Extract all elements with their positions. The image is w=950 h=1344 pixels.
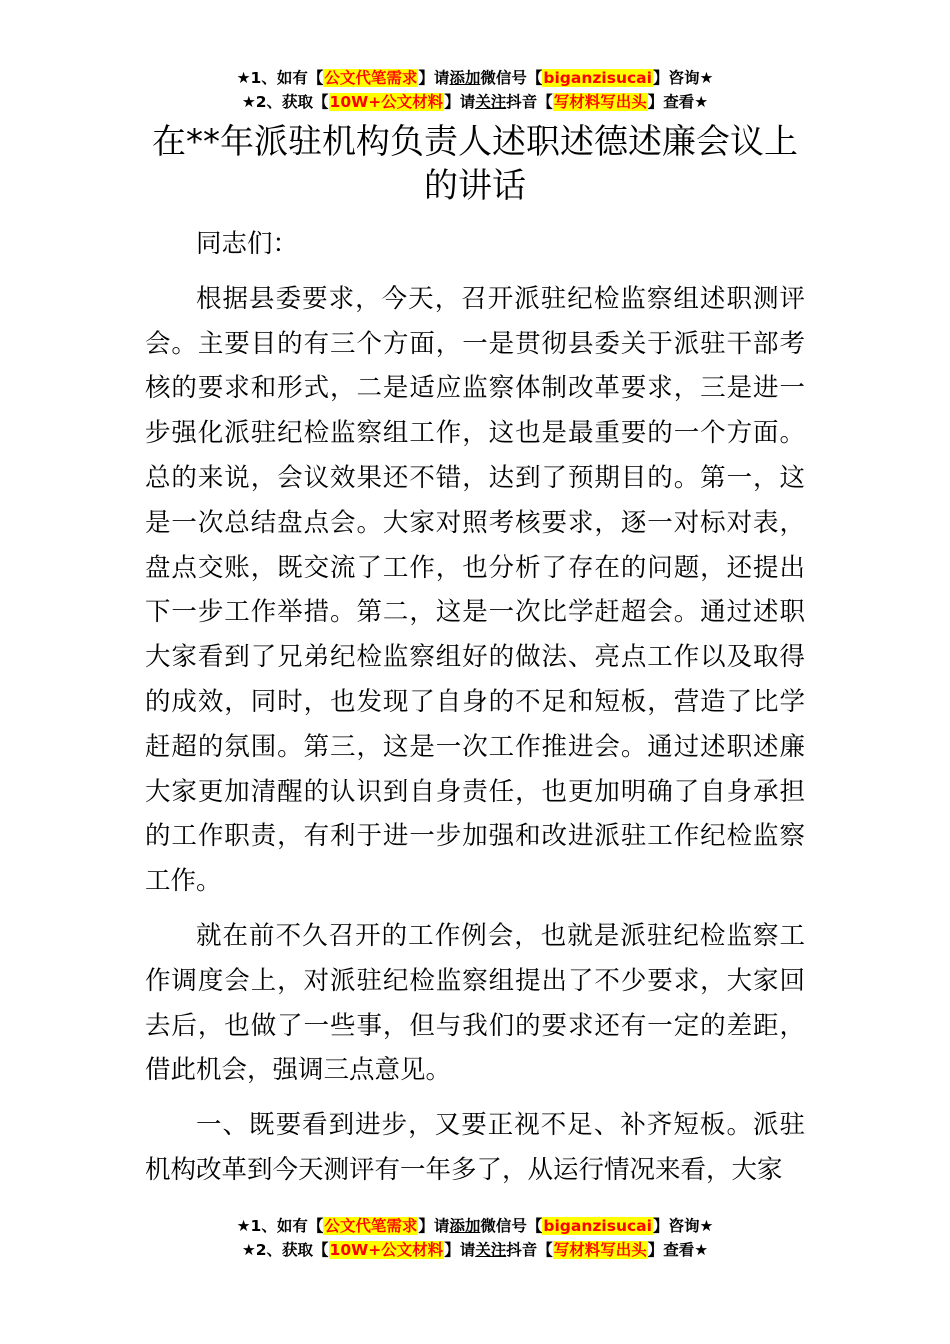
banner-highlight-service: 公文代笔需求 bbox=[324, 69, 418, 87]
banner-highlight-douyin: 写材料写出头 bbox=[553, 93, 647, 111]
paragraph-1: 根据县委要求，今天，召开派驻纪检监察组述职测评会。主要目的有三个方面，一是贯彻县委关于派驻干部考核的要求和形式，二是适应监察体制改革要求，三是进一步强化派驻纪检监察组工作，这也是最重要的一个方面。总的来说，会议效果还不错，达到了预期目的。第一，这是一次总结盘点会。大家对照考核要求，逐一对标对表，盘点交账，既交流了工作，也分析了存在的问题，还提出下一步工作举措。第二，这是一次比学赶超会。通过述职大家看到了兄弟纪检监察组好的做法、亮点工作以及取得的成效，同时，也发现了自身的不足和短板，营造了比学赶超的氛围。第三，这是一次工作推进会。通过述职述廉大家更加清醒的认识到自身责任，也更加明确了自身承担的工作职责，有利于进一步加强和改进派驻工作纪检监察工作。 bbox=[145, 283, 805, 897]
banner-highlight-wechat: biganzisucai bbox=[543, 69, 652, 87]
banner-line-1: ★1、如有【公文代笔需求】请添加微信号【biganzisucai】咨询★ bbox=[236, 1217, 714, 1235]
banner-highlight-service: 公文代笔需求 bbox=[324, 1217, 418, 1235]
banner-highlight-wechat: biganzisucai bbox=[543, 1217, 652, 1235]
document-title: 在**年派驻机构负责人述职述德述廉会议上的讲话 bbox=[152, 122, 798, 206]
banner-highlight-douyin: 写材料写出头 bbox=[553, 1241, 647, 1259]
paragraph-2: 就在前不久召开的工作例会，也就是派驻纪检监察工作调度会上，对派驻纪检监察组提出了不少要求，大家回去后，也做了一些事，但与我们的要求还有一定的差距，借此机会，强调三点意见。 bbox=[145, 920, 805, 1086]
document-body bbox=[145, 222, 805, 1203]
banner-line-2: ★2、获取【10W+公文材料】请关注抖音【写材料写出头】查看★ bbox=[241, 93, 709, 111]
banner-line-2: ★2、获取【10W+公文材料】请关注抖音【写材料写出头】查看★ bbox=[241, 1241, 709, 1259]
banner-line-1: ★1、如有【公文代笔需求】请添加微信号【biganzisucai】咨询★ bbox=[236, 69, 714, 87]
bottom-banner bbox=[0, 1214, 950, 1262]
paragraph-3: 一、既要看到进步，又要正视不足、补齐短板。派驻机构改革到今天测评有一年多了，从运行情况来看，大家 bbox=[145, 1110, 805, 1185]
banner-highlight-materials: 10W+公文材料 bbox=[329, 93, 444, 111]
banner-highlight-materials: 10W+公文材料 bbox=[329, 1241, 444, 1259]
top-banner bbox=[0, 66, 950, 114]
paragraph-salutation: 同志们： bbox=[196, 229, 299, 259]
